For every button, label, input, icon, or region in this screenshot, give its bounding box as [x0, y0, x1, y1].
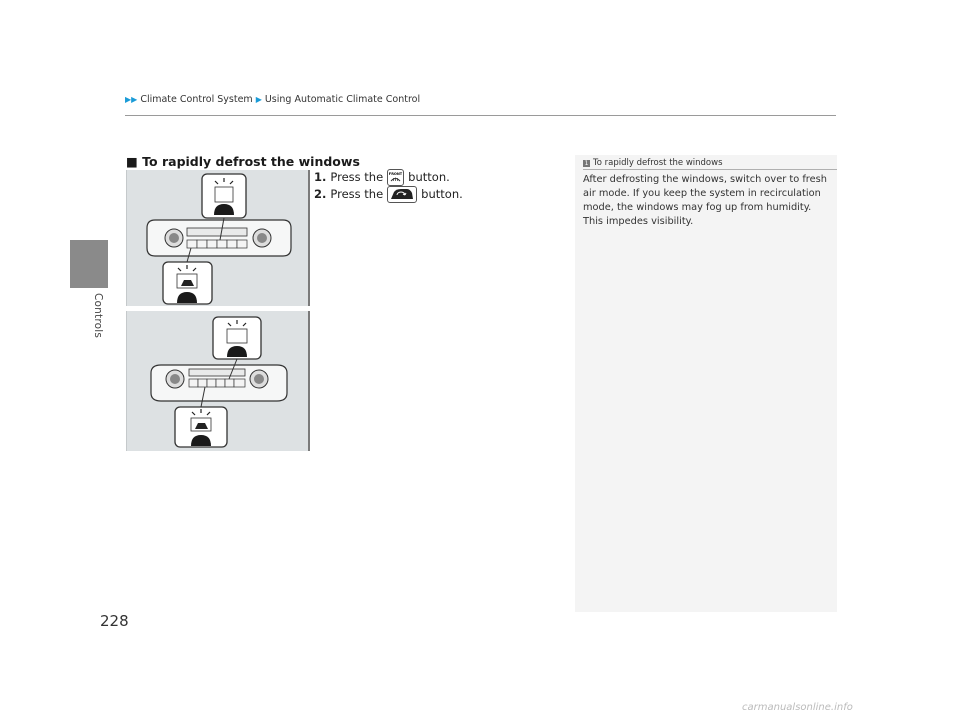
note-title: To rapidly defrost the windows: [593, 158, 723, 168]
step-suffix: button.: [421, 187, 463, 201]
section-title-text: To rapidly defrost the windows: [142, 154, 360, 169]
page-number: 228: [100, 612, 129, 630]
step-prefix: Press the: [330, 170, 384, 184]
note-panel: [575, 155, 837, 612]
section-title: [126, 154, 360, 169]
step-number: 2.: [314, 187, 327, 201]
step-item: [314, 169, 463, 186]
climate-panel-illustration: [126, 170, 310, 306]
note-rule: [583, 169, 837, 170]
step-prefix: Press the: [330, 187, 384, 201]
note-body: After defrosting the windows, switch over to fresh air mode. If you keep the system in recirculation mode, the windows may fog up from humidity. This impedes visibility.: [583, 174, 827, 227]
watermark: carmanualsonline.info: [742, 702, 853, 713]
climate-panel-drawing: [127, 170, 308, 306]
recirculation-icon: [387, 186, 417, 203]
breadcrumb-level1[interactable]: Climate Control System: [140, 94, 253, 105]
breadcrumb-arrow-icon: ▶: [255, 95, 262, 104]
breadcrumb: [125, 94, 420, 105]
step-item: [314, 186, 463, 203]
note-marker-icon: 1: [584, 159, 589, 167]
breadcrumb-arrow-icon: ▶▶: [125, 95, 138, 104]
svg-text:FRONT: FRONT: [388, 172, 403, 176]
step-suffix: button.: [408, 170, 450, 184]
climate-panel-drawing-alt: [127, 311, 308, 451]
chapter-tab: [70, 240, 108, 288]
header-rule: [125, 115, 836, 116]
chapter-label: Controls: [92, 293, 104, 339]
section-bullet-icon: ■: [126, 154, 138, 169]
climate-panel-illustration-alt: [126, 311, 310, 451]
note-header: [583, 158, 723, 168]
steps-list: [314, 169, 463, 203]
breadcrumb-level2[interactable]: Using Automatic Climate Control: [264, 94, 421, 105]
front-defrost-icon: [387, 169, 404, 186]
step-number: 1.: [314, 170, 327, 184]
